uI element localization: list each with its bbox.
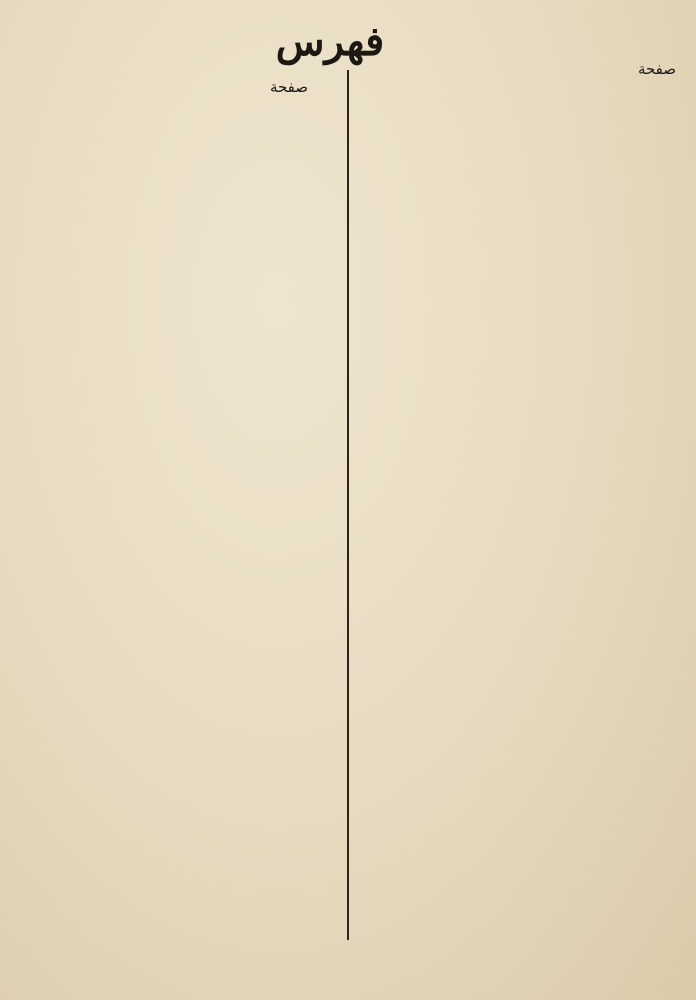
left-page-label: صفحة — [269, 78, 308, 96]
column-divider — [347, 70, 349, 940]
right-page-label: صفحة — [637, 60, 676, 78]
page-title: فهرس — [275, 18, 385, 65]
